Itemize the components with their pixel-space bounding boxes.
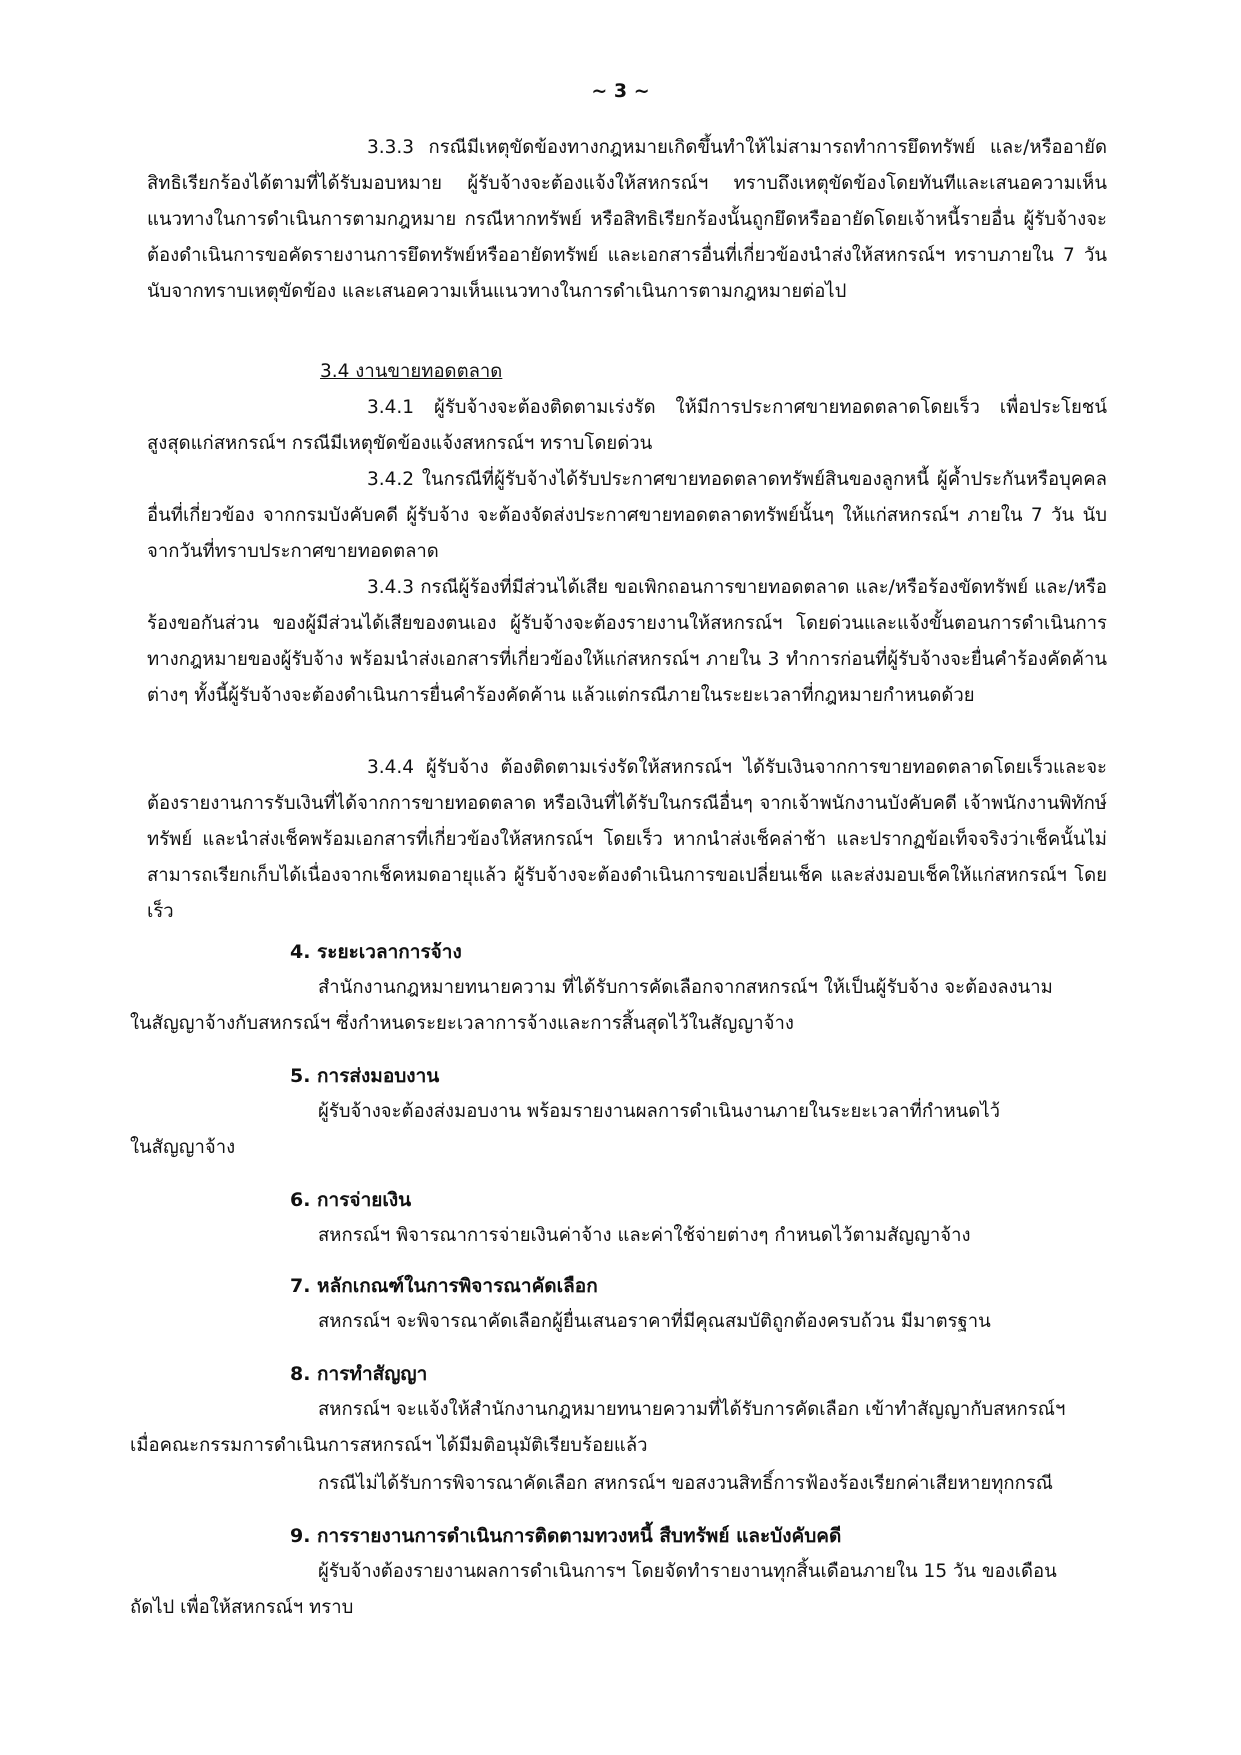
paragraph-3-4-4 xyxy=(147,750,1107,930)
section-4-text-line-2: ในสัญญาจ้างกับสหกรณ์ฯ ซึ่งกำหนดระยะเวลาการจ้างและการสิ้นสุดไว้ในสัญญาจ้าง xyxy=(130,1013,794,1034)
paragraph-text: 3.4.1 ผู้รับจ้างจะต้องติดตามเร่งรัด ให้มีการประกาศขายทอดตลาดโดยเร็ว เพื่อประโยชน์สูงสุดแก่สหกรณ์ฯ กรณีมีเหตุขัดข้องแจ้งสหกรณ์ฯ ทราบโดยด่วน xyxy=(147,397,1107,454)
paragraph-3-3-3 xyxy=(147,130,1107,310)
section-8-text-line-2: เมื่อคณะกรรมการดำเนินการสหกรณ์ฯ ได้มีมติอนุมัติเรียบร้อยแล้ว xyxy=(130,1435,648,1456)
paragraph-text: 3.4.3 กรณีผู้ร้องที่มีส่วนได้เสีย ขอเพิกถอนการขายทอดตลาด และ/หรือร้องขัดทรัพย์ และ/หรือร้องขอกันส่วน ของผู้มีส่วนได้เสียของตนเอง ผู้รับจ้างจะต้องรายงานให้สหกรณ์ฯ โดยด่วนและแจ้งขั้นตอนการดำเนินการทางกฎหมายของผู้รับจ้าง พร้อมนำส่งเอกสารที่เกี่ยวข้องให้แก่สหกรณ์ฯ ภายใน 3 ทำการก่อนที่ผู้รับจ้างจะยื่นคำร้องคัดค้านต่างๆ ทั้งนี้ผู้รับจ้างจะต้องดำเนินการยื่นคำร้องคัดค้าน แล้วแต่กรณีภายในระยะเวลาที่กฎหมายกำหนดด้วย xyxy=(147,577,1107,706)
paragraph-text: 3.3.3 กรณีมีเหตุขัดข้องทางกฎหมายเกิดขึ้นทำให้ไม่สามารถทำการยึดทรัพย์ และ/หรืออายัดสิทธิเรียกร้องได้ตามที่ได้รับมอบหมาย ผู้รับจ้างจะต้องแจ้งให้สหกรณ์ฯ ทราบถึงเหตุขัดข้องโดยทันทีและเสนอความเห็นแนวทางในการดำเนินการตามกฎหมาย กรณีหากทรัพย์ หรือสิทธิเรียกร้องนั้นถูกยึดหรืออายัดโดยเจ้าหนี้รายอื่น ผู้รับจ้างจะต้องดำเนินการขอคัดรายงานการยึดทรัพย์หรืออายัดทรัพย์ และเอกสารอื่นที่เกี่ยวข้องนำส่งให้สหกรณ์ฯ ทราบภายใน 7 วัน นับจากทราบเหตุขัดข้อง และเสนอความเห็นแนวทางในการดำเนินการตามกฎหมายต่อไป xyxy=(147,137,1107,302)
section-8-text-line-1: สหกรณ์ฯ จะแจ้งให้สำนักงานกฎหมายทนายความที่ได้รับการคัดเลือก เข้าทำสัญญากับสหกรณ์ฯ xyxy=(318,1399,1066,1420)
section-9-text-line-1: ผู้รับจ้างต้องรายงานผลการดำเนินการฯ โดยจัดทำรายงานทุกสิ้นเดือนภายใน 15 วัน ของเดือน xyxy=(318,1561,1057,1582)
section-8-title: 8. การทำสัญญา xyxy=(290,1363,428,1385)
subsection-3-4-title: 3.4 งานขายทอดตลาด xyxy=(320,361,503,382)
page-number: ~ 3 ~ xyxy=(591,80,650,102)
section-6-text-line-1: สหกรณ์ฯ พิจารณาการจ่ายเงินค่าจ้าง และค่าใช้จ่ายต่างๆ กำหนดไว้ตามสัญญาจ้าง xyxy=(318,1225,971,1246)
paragraph-text: 3.4.4 ผู้รับจ้าง ต้องติดตามเร่งรัดให้สหกรณ์ฯ ได้รับเงินจากการขายทอดตลาดโดยเร็วและจะต้องรายงานการรับเงินที่ได้จากการขายทอดตลาด หรือเงินที่ได้รับในกรณีอื่นๆ จากเจ้าพนักงานบังคับคดี เจ้าพนักงานพิทักษ์ทรัพย์ และนำส่งเช็คพร้อมเอกสารที่เกี่ยวข้องให้สหกรณ์ฯ โดยเร็ว หากนำส่งเช็คล่าช้า และปรากฏข้อเท็จจริงว่าเช็คนั้นไม่สามารถเรียกเก็บได้เนื่องจากเช็คหมดอายุแล้ว ผู้รับจ้างจะต้องดำเนินการขอเปลี่ยนเช็ค และส่งมอบเช็คให้แก่สหกรณ์ฯ โดยเร็ว xyxy=(147,757,1107,922)
section-8-text-line-3: กรณีไม่ได้รับการพิจารณาคัดเลือก สหกรณ์ฯ ขอสงวนสิทธิ์การฟ้องร้องเรียกค่าเสียหายทุกกรณี xyxy=(318,1473,1053,1494)
section-6-title: 6. การจ่ายเงิน xyxy=(290,1189,412,1211)
paragraph-3-4-3 xyxy=(147,570,1107,714)
section-5-title: 5. การส่งมอบงาน xyxy=(290,1065,440,1087)
section-4-title: 4. ระยะเวลาการจ้าง xyxy=(290,941,462,963)
section-9-text-line-2: ถัดไป เพื่อให้สหกรณ์ฯ ทราบ xyxy=(130,1597,354,1618)
paragraph-3-4-2 xyxy=(147,462,1107,570)
section-7-text-line-1: สหกรณ์ฯ จะพิจารณาคัดเลือกผู้ยื่นเสนอราคาที่มีคุณสมบัติถูกต้องครบถ้วน มีมาตรฐาน xyxy=(318,1311,991,1332)
section-4-text-line-1: สำนักงานกฎหมายทนายความ ที่ได้รับการคัดเลือกจากสหกรณ์ฯ ให้เป็นผู้รับจ้าง จะต้องลงนาม xyxy=(318,977,1053,998)
paragraph-3-4-1 xyxy=(147,390,1107,462)
section-9-title: 9. การรายงานการดำเนินการติดตามทวงหนี้ สืบทรัพย์ และบังคับคดี xyxy=(290,1525,842,1547)
section-7-title: 7. หลักเกณฑ์ในการพิจารณาคัดเลือก xyxy=(290,1275,598,1297)
paragraph-text: 3.4.2 ในกรณีที่ผู้รับจ้างได้รับประกาศขายทอดตลาดทรัพย์สินของลูกหนี้ ผู้ค้ำประกันหรือบุคคลอื่นที่เกี่ยวข้อง จากกรมบังคับคดี ผู้รับจ้าง จะต้องจัดส่งประกาศขายทอดตลาดทรัพย์นั้นๆ ให้แก่สหกรณ์ฯ ภายใน 7 วัน นับจากวันที่ทราบประกาศขายทอดตลาด xyxy=(147,469,1107,562)
section-5-text-line-2: ในสัญญาจ้าง xyxy=(130,1137,236,1158)
section-5-text-line-1: ผู้รับจ้างจะต้องส่งมอบงาน พร้อมรายงานผลการดำเนินงานภายในระยะเวลาที่กำหนดไว้ xyxy=(318,1101,1001,1122)
